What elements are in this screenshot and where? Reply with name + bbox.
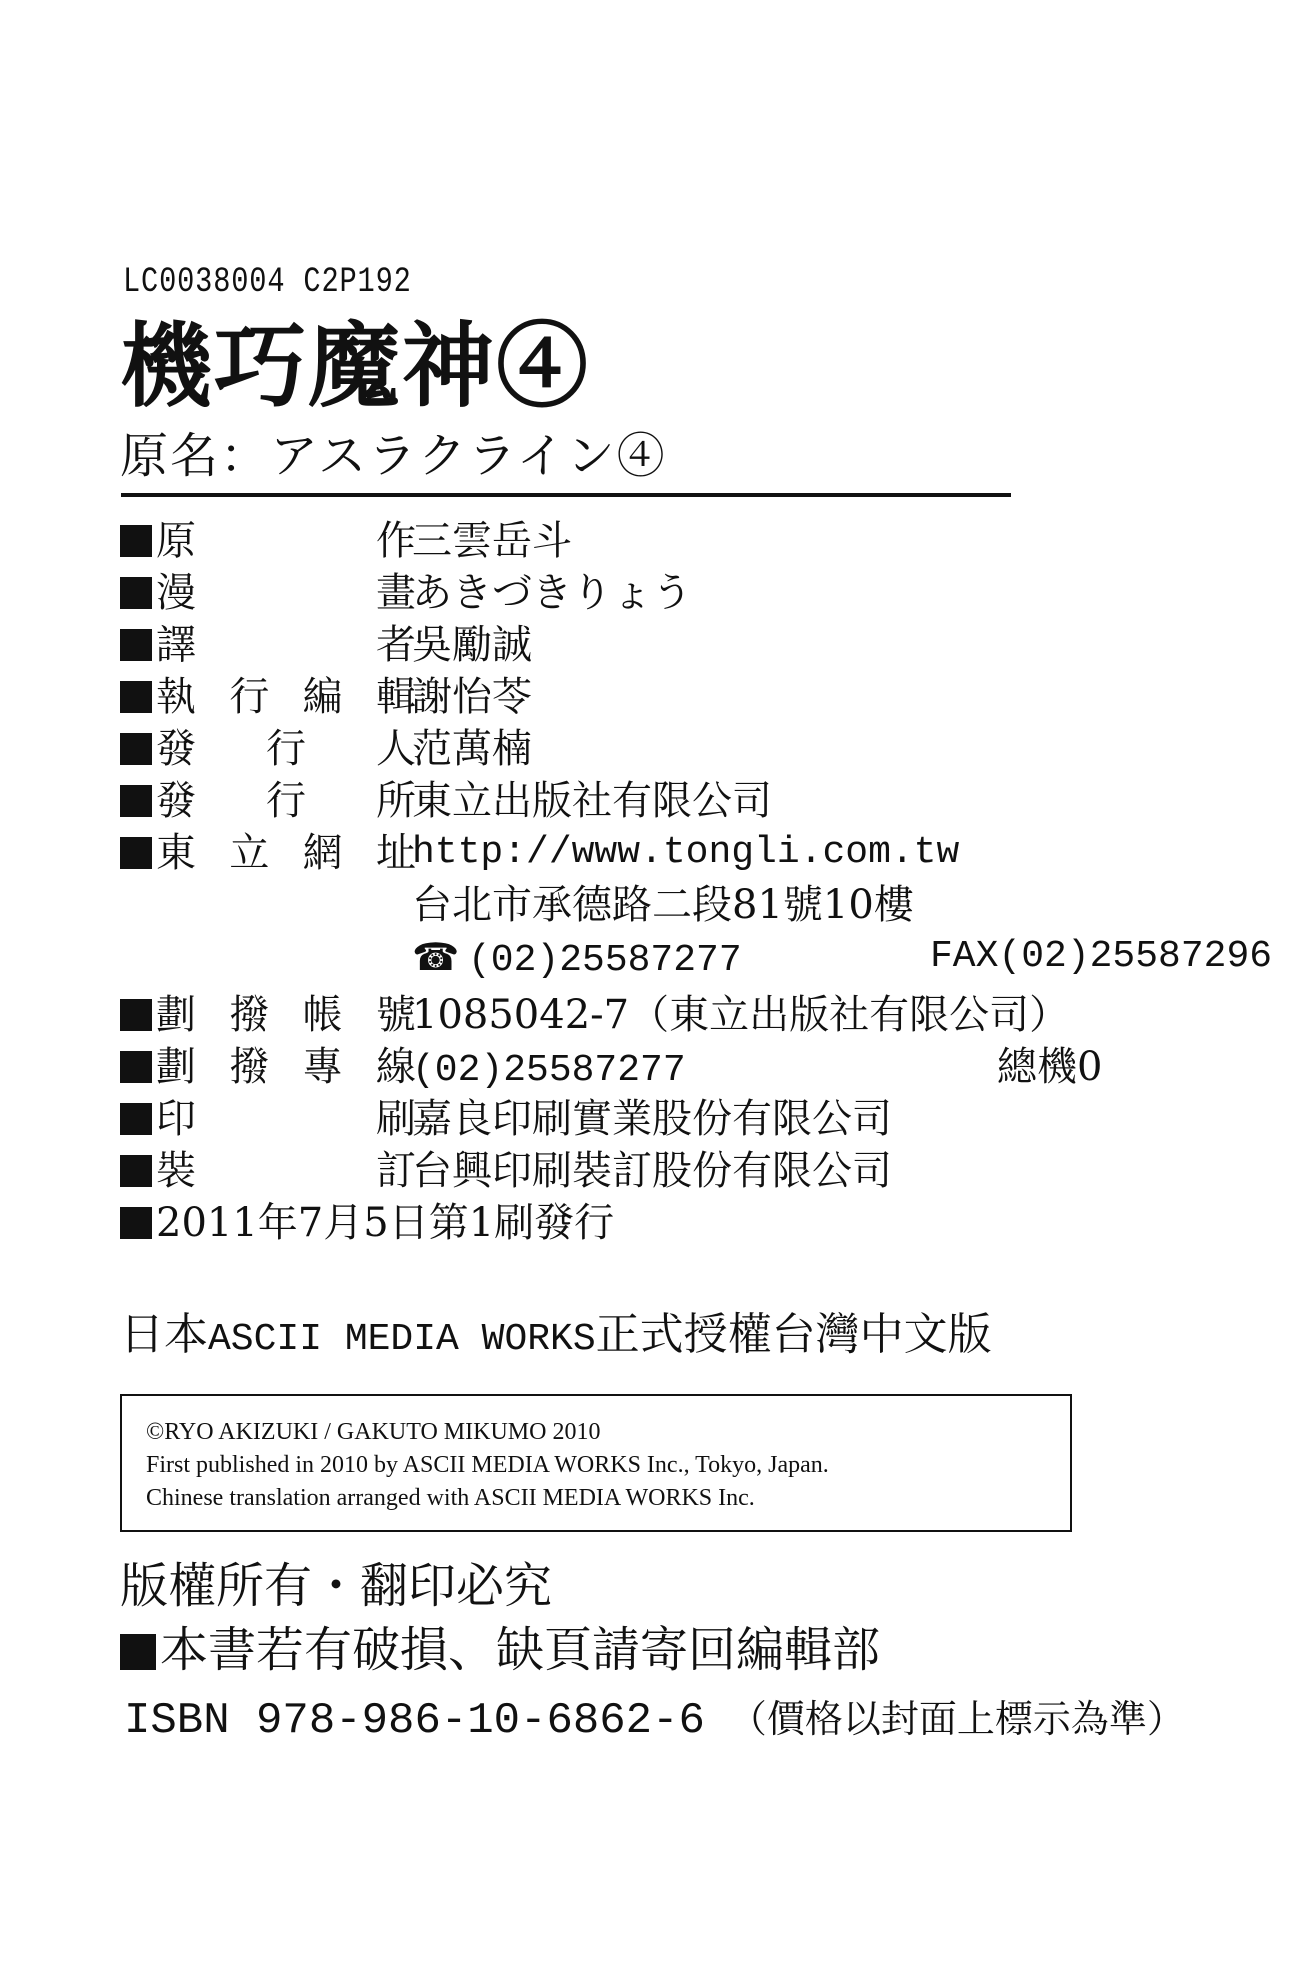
- website-url[interactable]: http://www.tongli.com.tw: [412, 831, 960, 874]
- credit-label: 原 作: [156, 518, 416, 564]
- bullet-square-icon: [120, 999, 152, 1031]
- price-note: （價格以封面上標示為準）: [728, 1697, 1185, 1741]
- bullet-square-icon: [120, 1155, 152, 1187]
- copyright-line: ©RYO AKIZUKI / GAKUTO MIKUMO 2010: [146, 1419, 601, 1445]
- bullet-square-icon: [120, 681, 152, 713]
- edition-row: [120, 1198, 614, 1248]
- credit-value: 東立出版社有限公司: [412, 778, 772, 824]
- credit-row-author: [120, 516, 572, 566]
- credit-value: 嘉良印刷實業股份有限公司: [412, 1096, 892, 1142]
- printing-row-binder: [120, 1146, 892, 1196]
- license-publisher: ASCII MEDIA WORKS: [208, 1318, 596, 1361]
- credit-value: 范萬楠: [412, 726, 532, 772]
- credit-value: 1085042-7（東立出版社有限公司）: [412, 992, 1070, 1038]
- bullet-square-icon: [120, 1103, 152, 1135]
- copyright-line: First published in 2010 by ASCII MEDIA WORKS Inc., Tokyo, Japan.: [146, 1452, 829, 1478]
- bullet-square-icon: [120, 837, 152, 869]
- transfer-row-hotline: [120, 1042, 1103, 1092]
- bullet-square-icon: [120, 577, 152, 609]
- hotline-number: (02)25587277: [412, 1049, 686, 1092]
- edition-text: 2011年7月5日第1刷發行: [156, 1200, 615, 1246]
- phone-number: (02)25587277: [468, 939, 742, 982]
- credit-value: 台興印刷裝訂股份有限公司: [412, 1148, 892, 1194]
- credit-label: 譯 者: [156, 622, 416, 668]
- license-suffix: 正式授權台灣中文版: [595, 1309, 992, 1360]
- bullet-square-icon: [120, 525, 152, 557]
- fax-number: FAX(02)25587296: [930, 935, 1273, 978]
- credit-label: 劃撥專線: [156, 1044, 416, 1090]
- credit-value: [412, 1042, 1103, 1096]
- copyright-line: Chinese translation arranged with ASCII MEDIA WORKS Inc.: [146, 1485, 755, 1511]
- isbn-line: [124, 1690, 1185, 1749]
- credit-label: 發行人: [156, 726, 416, 772]
- credit-value: 吳勵誠: [412, 622, 532, 668]
- credit-row-editor: [120, 672, 532, 722]
- transfer-row-account: [120, 990, 1070, 1040]
- credit-label: 漫 畫: [156, 570, 416, 616]
- bullet-square-icon: [120, 733, 152, 765]
- extension-text: 總機0: [997, 1044, 1103, 1090]
- credit-row-website: [120, 828, 960, 878]
- bullet-square-icon: [120, 1051, 152, 1083]
- credit-label: 印 刷: [156, 1096, 416, 1142]
- bullet-square-icon: [120, 1634, 156, 1670]
- credit-value: 謝怡苓: [412, 674, 532, 720]
- isbn-number: ISBN 978-986-10-6862-6: [124, 1696, 705, 1746]
- credit-label: 劃撥帳號: [156, 992, 416, 1038]
- credit-row-publishing-house: [120, 776, 772, 826]
- rights-notice: 版權所有・翻印必究: [120, 1558, 553, 1614]
- bullet-square-icon: [120, 629, 152, 661]
- bullet-square-icon: [120, 785, 152, 817]
- credit-value: 三雲岳斗: [412, 518, 572, 564]
- catalog-code: LC0038004 C2P192: [123, 262, 412, 302]
- phone-group: [412, 932, 742, 986]
- credit-label: 發行所: [156, 778, 416, 824]
- address-text: 台北市承德路二段81號10樓: [412, 882, 914, 928]
- license-statement: [120, 1310, 992, 1365]
- credit-label: 裝 訂: [156, 1148, 416, 1194]
- credit-value: あきづきりょう: [412, 570, 692, 616]
- printing-row-printer: [120, 1094, 892, 1144]
- book-title: 機巧魔神④: [120, 312, 591, 420]
- credit-row-publisher: [120, 724, 532, 774]
- damage-text: 本書若有破損、缺頁請寄回編輯部: [160, 1622, 881, 1678]
- bullet-square-icon: [120, 1207, 152, 1239]
- copyright-box: [120, 1394, 1072, 1532]
- credit-row-illustrator: [120, 568, 692, 618]
- credit-row-translator: [120, 620, 532, 670]
- telephone-icon: ☎: [412, 935, 460, 979]
- original-title: 原名：アスラクライン④: [120, 428, 667, 484]
- damage-notice: [120, 1622, 880, 1678]
- credit-label: 東立網址: [156, 830, 416, 876]
- license-prefix: 日本: [120, 1309, 208, 1360]
- credit-label: 執行編輯: [156, 674, 416, 720]
